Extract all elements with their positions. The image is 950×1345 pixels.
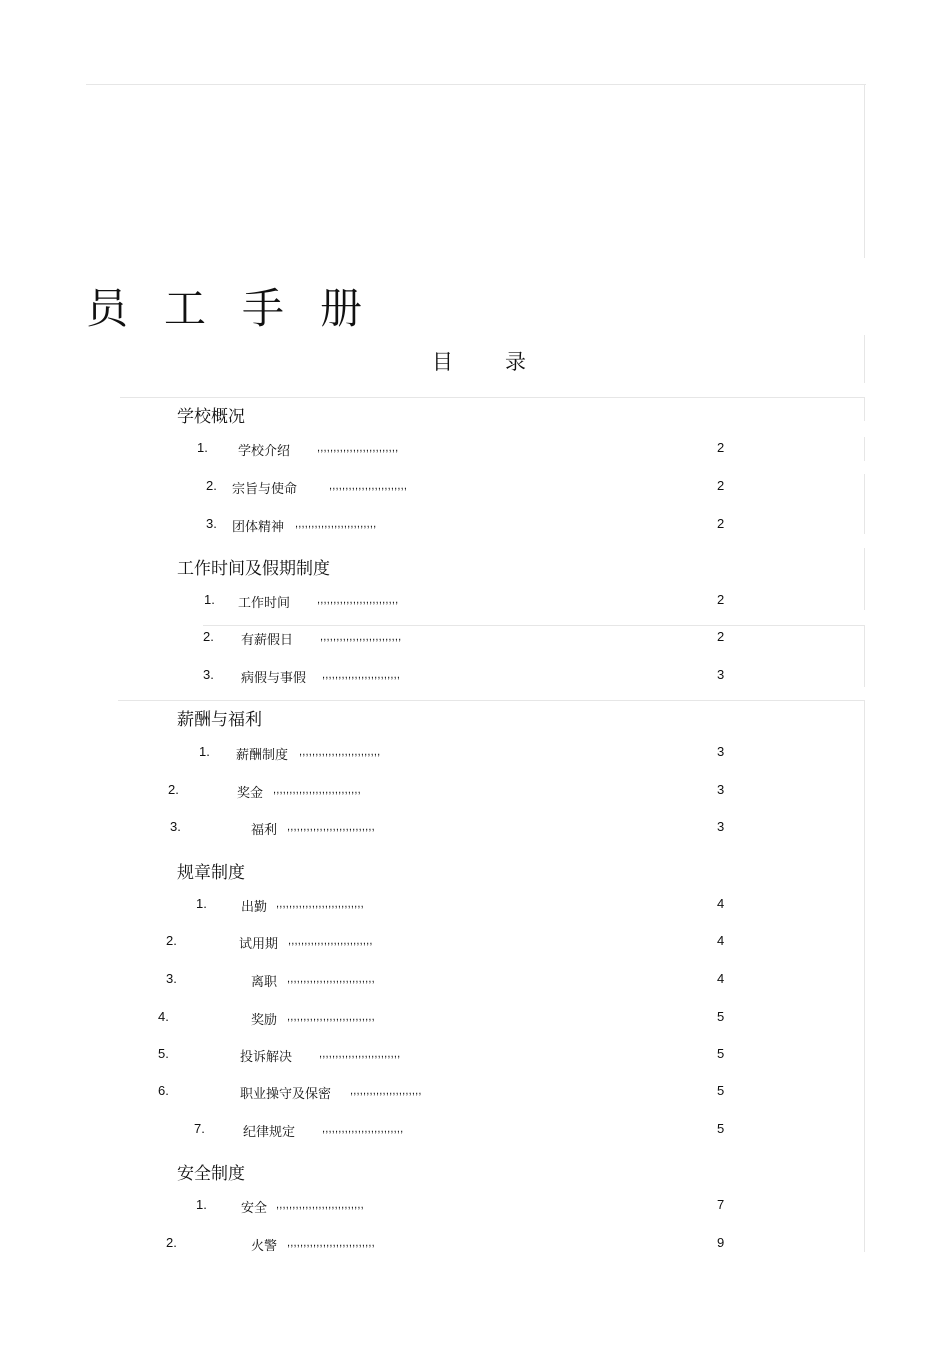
entry-label: 团体精神 xyxy=(232,520,285,535)
entry-leader: ,,,,,,,,,,,,,,,,,,,,,,,, xyxy=(329,480,408,492)
entry-number: 2. xyxy=(206,478,217,493)
entry-page-number: 4 xyxy=(717,933,725,948)
toc-entry[interactable] xyxy=(0,478,950,496)
frame-divider-line xyxy=(203,625,865,626)
entry-number: 2. xyxy=(203,629,214,644)
entry-leader: ,,,,,,,,,,,,,,,,,,,,,,,,, xyxy=(319,1048,401,1060)
entry-number: 3. xyxy=(166,971,177,986)
entry-leader: ,,,,,,,,,,,,,,,,,,,,,,,,, xyxy=(320,631,402,643)
document-title xyxy=(86,276,398,336)
title-char: 册 xyxy=(320,284,363,333)
entry-page-number: 5 xyxy=(717,1009,725,1024)
entry-leader: ,,,,,,,,,,,,,,,,,,,,,,,,, xyxy=(295,518,377,530)
toc-char: 录 xyxy=(505,350,526,374)
title-char: 手 xyxy=(242,284,285,333)
entry-label: 宗旨与使命 xyxy=(232,482,298,497)
toc-section-heading: 学校概况 xyxy=(177,407,245,427)
entry-label: 安全 xyxy=(241,1201,268,1216)
title-char: 员 xyxy=(86,284,129,333)
frame-right-line xyxy=(864,397,865,421)
entry-page-number: 2 xyxy=(717,478,725,493)
toc-entry[interactable] xyxy=(0,1197,950,1215)
entry-number: 1. xyxy=(197,440,208,455)
entry-leader: ,,,,,,,,,,,,,,,,,,,,,,,,,, xyxy=(288,935,373,947)
entry-number: 3. xyxy=(203,667,214,682)
entry-label: 奖金 xyxy=(237,786,264,801)
entry-label: 福利 xyxy=(251,823,278,838)
entry-page-number: 3 xyxy=(717,744,725,759)
toc-entry[interactable] xyxy=(0,971,950,989)
entry-page-number: 5 xyxy=(717,1046,725,1061)
entry-number: 1. xyxy=(204,592,215,607)
entry-number: 7. xyxy=(194,1121,205,1136)
entry-number: 3. xyxy=(170,819,181,834)
entry-page-number: 3 xyxy=(717,667,725,682)
frame-right-line xyxy=(864,335,865,383)
entry-label: 学校介绍 xyxy=(238,444,291,459)
entry-number: 2. xyxy=(166,933,177,948)
toc-entry[interactable] xyxy=(0,1009,950,1027)
toc-char: 目 xyxy=(432,350,453,374)
toc-entry[interactable] xyxy=(0,1235,950,1253)
entry-page-number: 2 xyxy=(717,592,725,607)
entry-label: 投诉解决 xyxy=(240,1050,293,1065)
title-char: 工 xyxy=(164,284,207,333)
entry-leader: ,,,,,,,,,,,,,,,,,,,,,,,, xyxy=(322,669,401,681)
entry-leader: ,,,,,,,,,,,,,,,,,,,,,,,,,,, xyxy=(287,1237,375,1249)
entry-label: 有薪假日 xyxy=(241,633,294,648)
entry-leader: ,,,,,,,,,,,,,,,,,,,,,,,,, xyxy=(317,442,399,454)
entry-number: 1. xyxy=(199,744,210,759)
entry-label: 工作时间 xyxy=(238,596,291,611)
toc-entry[interactable] xyxy=(0,516,950,534)
entry-number: 3. xyxy=(206,516,217,531)
entry-label: 出勤 xyxy=(241,900,268,915)
toc-section-heading: 薪酬与福利 xyxy=(177,710,262,730)
entry-number: 1. xyxy=(196,896,207,911)
entry-page-number: 2 xyxy=(717,629,725,644)
entry-label: 离职 xyxy=(251,975,278,990)
entry-leader: ,,,,,,,,,,,,,,,,,,,,,,,,,,, xyxy=(287,973,375,985)
entry-page-number: 9 xyxy=(717,1235,725,1250)
entry-page-number: 5 xyxy=(717,1083,725,1098)
toc-heading xyxy=(432,346,578,376)
entry-number: 2. xyxy=(168,782,179,797)
toc-entry[interactable] xyxy=(0,782,950,800)
toc-section-heading: 规章制度 xyxy=(177,863,245,883)
toc-entry[interactable] xyxy=(0,592,950,610)
toc-entry[interactable] xyxy=(0,744,950,762)
toc-entry[interactable] xyxy=(0,440,950,458)
entry-leader: ,,,,,,,,,,,,,,,,,,,,,,,,,,, xyxy=(287,821,375,833)
toc-entry[interactable] xyxy=(0,1046,950,1064)
frame-top-line xyxy=(86,84,866,85)
entry-page-number: 4 xyxy=(717,971,725,986)
frame-divider-line xyxy=(118,700,865,701)
toc-section-heading: 工作时间及假期制度 xyxy=(177,559,330,579)
entry-page-number: 4 xyxy=(717,896,725,911)
entry-label: 病假与事假 xyxy=(241,671,307,686)
entry-label: 火警 xyxy=(251,1239,278,1254)
toc-section-heading: 安全制度 xyxy=(177,1164,245,1184)
entry-page-number: 2 xyxy=(717,440,725,455)
toc-entry[interactable] xyxy=(0,1083,950,1101)
frame-right-line xyxy=(864,84,865,258)
entry-leader: ,,,,,,,,,,,,,,,,,,,,,,,,,,, xyxy=(276,1199,364,1211)
entry-leader: ,,,,,,,,,,,,,,,,,,,,,, xyxy=(350,1085,422,1097)
entry-page-number: 5 xyxy=(717,1121,725,1136)
entry-number: 5. xyxy=(158,1046,169,1061)
entry-label: 奖励 xyxy=(251,1013,278,1028)
toc-entry[interactable] xyxy=(0,629,950,647)
toc-entry[interactable] xyxy=(0,933,950,951)
frame-divider-line xyxy=(120,397,865,398)
entry-page-number: 7 xyxy=(717,1197,725,1212)
entry-number: 1. xyxy=(196,1197,207,1212)
entry-leader: ,,,,,,,,,,,,,,,,,,,,,,,,, xyxy=(299,746,381,758)
entry-leader: ,,,,,,,,,,,,,,,,,,,,,,,,, xyxy=(317,594,399,606)
toc-entry[interactable] xyxy=(0,819,950,837)
toc-entry[interactable] xyxy=(0,1121,950,1139)
entry-page-number: 3 xyxy=(717,782,725,797)
entry-label: 试用期 xyxy=(239,937,279,952)
entry-number: 2. xyxy=(166,1235,177,1250)
toc-entry[interactable] xyxy=(0,667,950,685)
entry-leader: ,,,,,,,,,,,,,,,,,,,,,,,,,,, xyxy=(273,784,361,796)
entry-leader: ,,,,,,,,,,,,,,,,,,,,,,,,, xyxy=(322,1123,404,1135)
entry-label: 职业操守及保密 xyxy=(240,1087,332,1102)
entry-leader: ,,,,,,,,,,,,,,,,,,,,,,,,,,, xyxy=(276,898,364,910)
entry-leader: ,,,,,,,,,,,,,,,,,,,,,,,,,,, xyxy=(287,1011,375,1023)
entry-page-number: 2 xyxy=(717,516,725,531)
entry-number: 4. xyxy=(158,1009,169,1024)
toc-entry[interactable] xyxy=(0,896,950,914)
entry-number: 6. xyxy=(158,1083,169,1098)
entry-label: 纪律规定 xyxy=(243,1125,296,1140)
entry-label: 薪酬制度 xyxy=(236,748,289,763)
entry-page-number: 3 xyxy=(717,819,725,834)
